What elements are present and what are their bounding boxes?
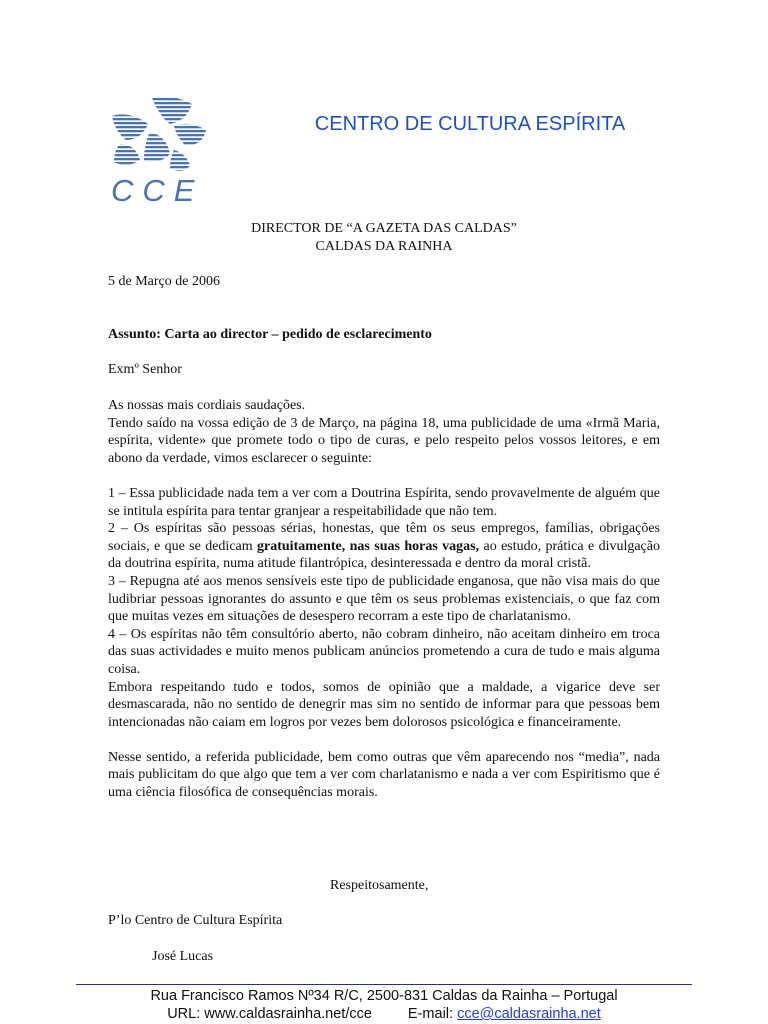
recipient-line-1: DIRECTOR DE “A GAZETA DAS CALDAS” [251,221,517,236]
logo-text: CCE [111,173,204,208]
letter-body [108,397,660,802]
closing: Respeitosamente, [330,878,429,893]
recipient-block [108,220,660,256]
footer-divider [76,984,692,985]
footer-address: Rua Francisco Ramos Nº34 R/C, 2500-831 Caldas da Rainha – Portugal [150,988,618,1004]
letter-subject: Assunto: Carta ao director – pedido de esclarecimento [108,327,432,342]
footer-email-link[interactable]: cce@caldasrainha.net [457,1006,601,1022]
body-paragraph-opinion: Embora respeitando tudo e todos, somos de opinião que a maldade, a vigarice deve ser desmascarada, não no sentido de denegrir mas sim no sentido de informar para que pessoas bem intencionadas não caiam em logros por vezes bem dolorosos psicológica e financeiramente. [108,679,660,730]
body-paragraph-point-3: 3 – Repugna até aos menos sensíveis este tipo de publicidade enganosa, que não visa mais do que ludibriar pessoas ignorantes do assunto e que têm os seus problemas existenciais, o que faz com que muitas vezes em situações de desespero recorram a este tipo de charlatanismo. [108,573,660,625]
footer-url: URL: www.caldasrainha.net/cce [167,1006,372,1022]
body-paragraph-intro: Tendo saído na vossa edição de 3 de Março, na página 18, uma publicidade de uma «Irmã Maria, espírita, vidente» que promete todo o tipo de curas, e pelo respeito pelos vossos leitores, e em abono da verdade, vimos esclarecer o seguinte: [108,415,660,466]
signer-name: José Lucas [152,949,214,964]
body-paragraph-point-2 [108,520,660,573]
organization-title: CENTRO DE CULTURA ESPÍRITA [314,113,626,135]
signoff: P’lo Centro de Cultura Espírita [108,913,283,928]
logo-emblem-icon [108,94,208,178]
body-paragraph-greeting: As nossas mais cordiais saudações. [108,398,306,413]
point-2-text-start: 2 – Os espíritas são pessoas sérias, honestas, que têm os seus empregos, famílias, obrigações sociais, e que se dedicam [108,521,660,554]
body-paragraph-point-1: 1 – Essa publicidade nada tem a ver com a Doutrina Espírita, sendo provavelmente de alguém que se intitula espírita para tentar granjear a respeitabilidade que não tem. [108,485,660,519]
recipient-line-2: CALDAS DA RAINHA [315,239,453,254]
cce-logo [108,94,208,212]
footer-email-label: E-mail: [407,1006,454,1022]
body-paragraph-point-4: 4 – Os espíritas não têm consultório aberto, não cobram dinheiro, não aceitam dinheiro em troca das suas actividades e muito menos publicam anúncios prometendo a cura de tudo e mais alguma coisa. [108,626,660,677]
footer-contact-line [76,1005,692,1023]
point-2-text-end: ao estudo, prática e divulgação da doutrina espírita, numa atitude filantrópica, desinteressada e dentro da moral cristã. [108,538,660,572]
footer [76,987,692,1023]
body-paragraph-conclusion: Nesse sentido, a referida publicidade, bem como outras que vêm aparecendo nos “media”, nada mais publicitam do que algo que tem a ver com charlatanismo e nada a ver com Espiritismo que é uma ciência filosófica de consequências morais. [108,749,660,801]
salutation: Exmº Senhor [108,362,182,377]
letter-date: 5 de Março de 2006 [108,274,220,289]
point-2-bold-text: gratuitamente, nas suas horas vagas, [257,538,480,554]
